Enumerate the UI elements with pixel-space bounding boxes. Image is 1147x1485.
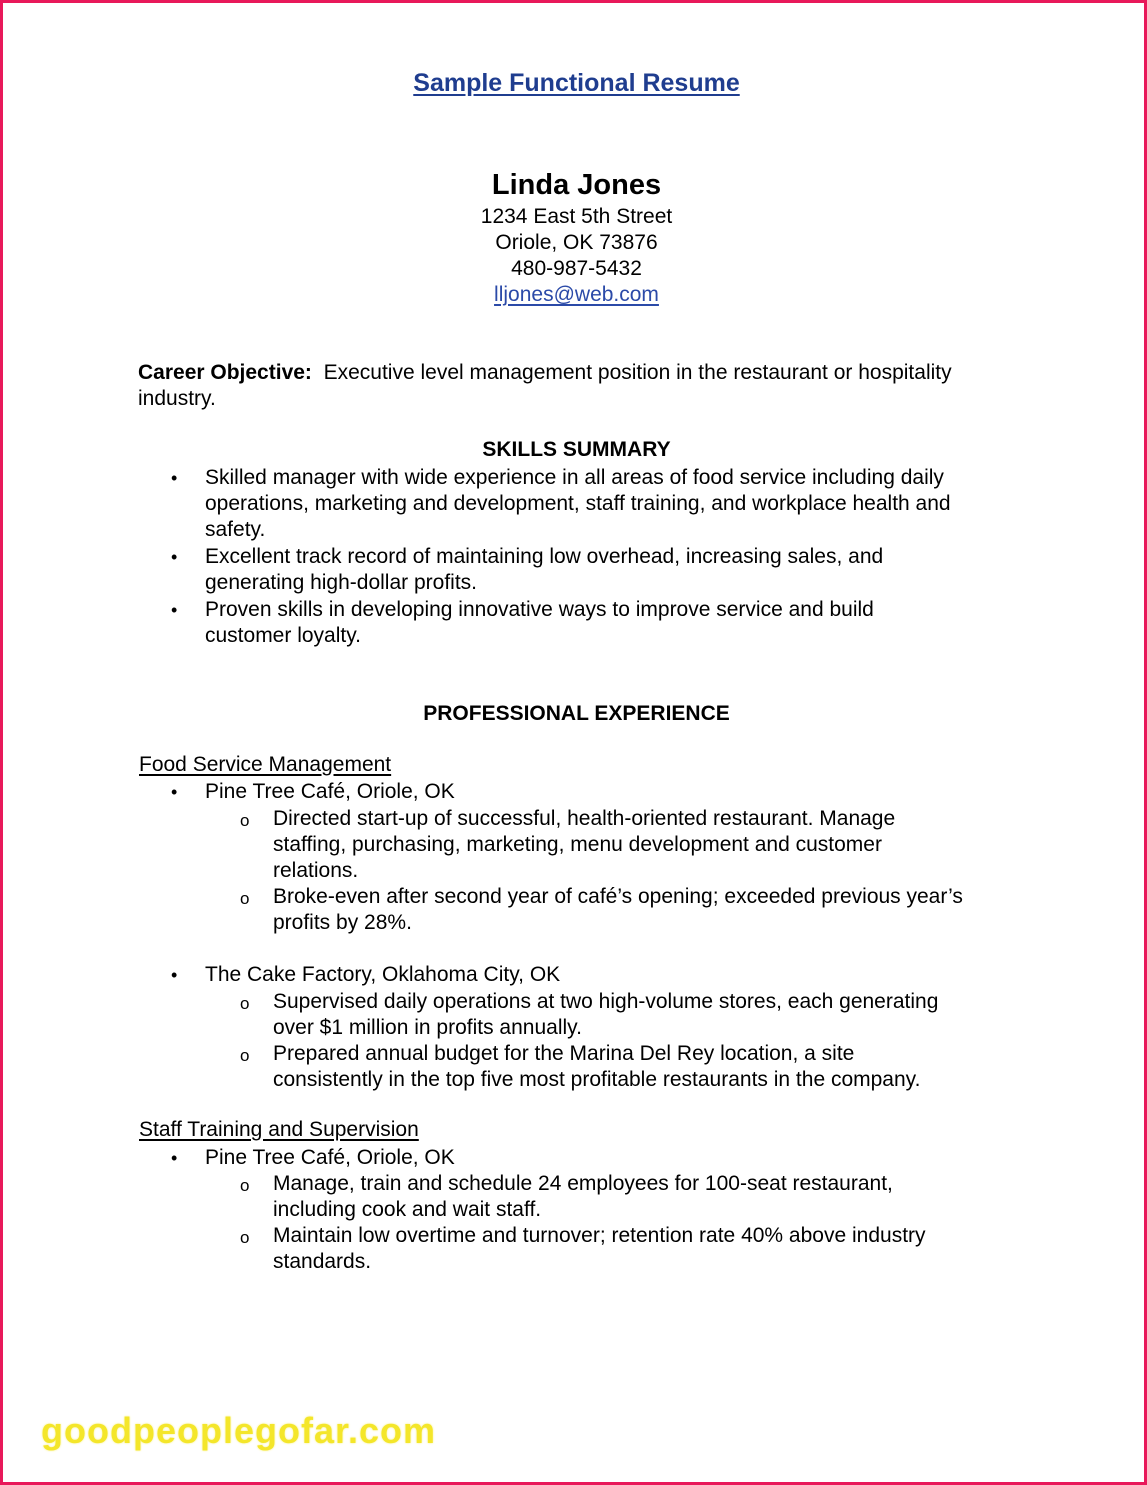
sub-bullet-icon: o	[240, 1228, 250, 1247]
employer-name: Pine Tree Café, Oriole, OK	[205, 1146, 455, 1169]
career-objective-label: Career Objective:	[138, 361, 312, 384]
bullet-icon: •	[171, 1148, 178, 1168]
achievement-line: relations.	[273, 859, 359, 882]
email-link[interactable]: lljones@web.com	[494, 283, 659, 306]
achievement-line: Supervised daily operations at two high-volume stores, each generating	[273, 990, 939, 1013]
phone-number: 480-987-5432	[511, 257, 642, 280]
achievement-line: including cook and wait staff.	[273, 1198, 542, 1221]
skill-line: operations, marketing and development, staff training, and workplace health and	[205, 492, 951, 515]
professional-experience-heading: PROFESSIONAL EXPERIENCE	[423, 702, 730, 725]
skill-line: Proven skills in developing innovative ways to improve service and build	[205, 598, 874, 621]
skill-line: customer loyalty.	[205, 624, 361, 647]
section-title: Food Service Management	[139, 753, 392, 776]
achievement-line: over $1 million in profits annually.	[273, 1016, 582, 1039]
achievement-line: Manage, train and schedule 24 employees for 100-seat restaurant,	[273, 1172, 893, 1195]
achievement-line: staffing, purchasing, marketing, menu development and customer	[273, 833, 882, 856]
skill-line: Skilled manager with wide experience in all areas of food service including daily	[205, 466, 944, 489]
achievement-line: standards.	[273, 1250, 372, 1273]
bullet-icon: •	[171, 782, 178, 802]
achievement-line: Broke-even after second year of café’s opening; exceeded previous year’s	[273, 885, 963, 908]
skill-line: Excellent track record of maintaining low overhead, increasing sales, and	[205, 545, 884, 568]
achievement-line: consistently in the top five most profitable restaurants in the company.	[273, 1068, 921, 1091]
sub-bullet-icon: o	[240, 889, 250, 908]
skill-line: safety.	[205, 518, 266, 541]
achievement-line: Maintain low overtime and turnover; retention rate 40% above industry	[273, 1224, 926, 1247]
skill-line: generating high-dollar profits.	[205, 571, 477, 594]
sub-bullet-icon: o	[240, 811, 250, 830]
skills-summary-heading: SKILLS SUMMARY	[482, 438, 671, 461]
sub-bullet-icon: o	[240, 1176, 250, 1195]
employer-name: Pine Tree Café, Oriole, OK	[205, 780, 455, 803]
career-objective-text-cont: industry.	[138, 387, 216, 410]
career-objective	[138, 360, 952, 386]
sub-bullet-icon: o	[240, 1046, 250, 1065]
section-title: Staff Training and Supervision	[139, 1118, 419, 1141]
email-row	[3, 282, 1147, 308]
achievement-line: Prepared annual budget for the Marina Del Rey location, a site	[273, 1042, 855, 1065]
watermark: goodpeoplegofar.com	[41, 1410, 437, 1451]
bullet-icon: •	[171, 547, 178, 567]
bullet-icon: •	[171, 965, 178, 985]
document-title: Sample Functional Resume	[413, 69, 740, 97]
achievement-line: Directed start-up of successful, health-oriented restaurant. Manage	[273, 807, 896, 830]
sub-bullet-icon: o	[240, 994, 250, 1013]
address-line-1: 1234 East 5th Street	[480, 205, 673, 228]
bullet-icon: •	[171, 600, 178, 620]
applicant-name: Linda Jones	[491, 169, 662, 201]
achievement-line: profits by 28%.	[273, 911, 412, 934]
bullet-icon: •	[171, 468, 178, 488]
career-objective-text: Executive level management position in the restaurant or hospitality	[323, 361, 952, 384]
employer-name: The Cake Factory, Oklahoma City, OK	[205, 963, 561, 986]
address-line-2: Oriole, OK 73876	[495, 231, 658, 254]
